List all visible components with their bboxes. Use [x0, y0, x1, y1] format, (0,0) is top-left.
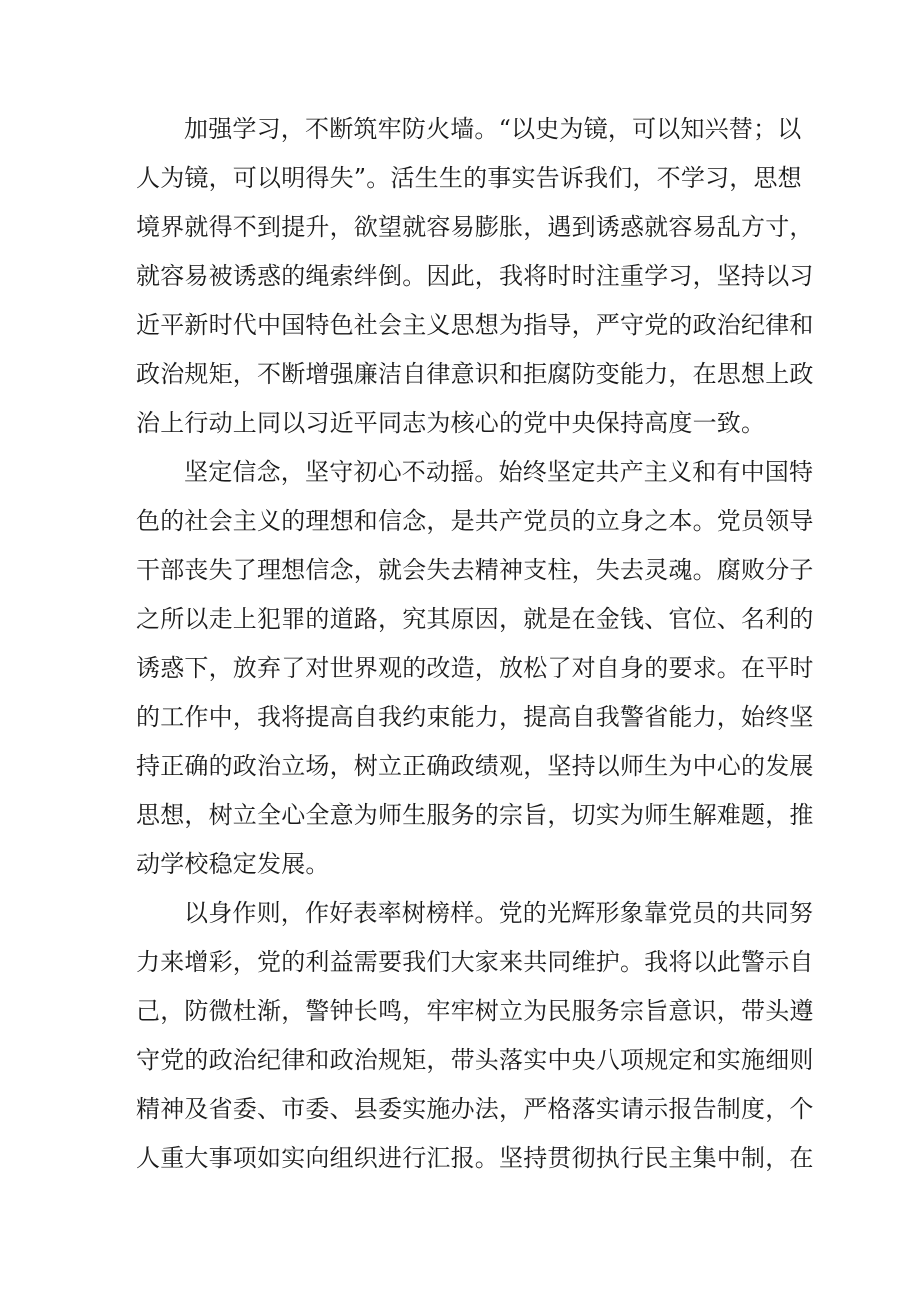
paragraph-1-line-5: 近平新时代中国特色社会主义思想为指导，严守党的政治纪律和 — [136, 311, 814, 339]
paragraph-1-line-7: 治上行动上同以习近平同志为核心的党中央保持高度一致。 — [136, 409, 766, 437]
paragraph-1-line-4: 就容易被诱惑的绳索绊倒。因此，我将时时注重学习，坚持以习 — [136, 262, 814, 290]
paragraph-2-line-7: 持正确的政治立场，树立正确政绩观，坚持以师生为中心的发展 — [136, 752, 814, 780]
paragraph-1-line-1: 加强学习，不断筑牢防火墙。“以史为镜，可以知兴替；以 — [184, 115, 802, 143]
paragraph-1-line-2: 人为镜，可以明得失”。活生生的事实告诉我们，不学习，思想 — [136, 164, 802, 192]
paragraph-2-line-1: 坚定信念，坚守初心不动摇。始终坚定共产主义和有中国特 — [184, 458, 814, 486]
paragraph-3-line-2: 力来增彩，党的利益需要我们大家来共同维护。我将以此警示自 — [136, 948, 814, 976]
paragraph-2-line-4: 之所以走上犯罪的道路，究其原因，就是在金钱、官位、名利的 — [136, 605, 814, 633]
paragraph-3-line-4: 守党的政治纪律和政治规矩，带头落实中央八项规定和实施细则 — [136, 1046, 814, 1074]
paragraph-1-line-3: 境界就得不到提升，欲望就容易膨胀，遇到诱惑就容易乱方寸， — [136, 213, 814, 241]
paragraph-3-line-1: 以身作则，作好表率树榜样。党的光辉形象靠党员的共同努 — [184, 899, 814, 927]
paragraph-2-line-8: 思想，树立全心全意为师生服务的宗旨，切实为师生解难题，推 — [136, 801, 814, 829]
paragraph-2-line-6: 的工作中，我将提高自我约束能力，提高自我警省能力，始终坚 — [136, 703, 814, 731]
paragraph-2-line-5: 诱惑下，放弃了对世界观的改造，放松了对自身的要求。在平时 — [136, 654, 814, 682]
paragraph-2-line-2: 色的社会主义的理想和信念，是共产党员的立身之本。党员领导 — [136, 507, 814, 535]
paragraph-3-line-3: 己，防微杜渐，警钟长鸣，牢牢树立为民服务宗旨意识，带头遵 — [136, 997, 814, 1025]
paragraph-1-line-6: 政治规矩，不断增强廉洁自律意识和拒腐防变能力，在思想上政 — [136, 360, 814, 388]
paragraph-2-line-9: 动学校稳定发展。 — [136, 850, 330, 878]
paragraph-3-line-6: 人重大事项如实向组织进行汇报。坚持贯彻执行民主集中制，在 — [136, 1144, 814, 1172]
paragraph-2-line-3: 干部丧失了理想信念，就会失去精神支柱，失去灵魂。腐败分子 — [136, 556, 814, 584]
paragraph-3-line-5: 精神及省委、市委、县委实施办法，严格落实请示报告制度，个 — [136, 1095, 814, 1123]
